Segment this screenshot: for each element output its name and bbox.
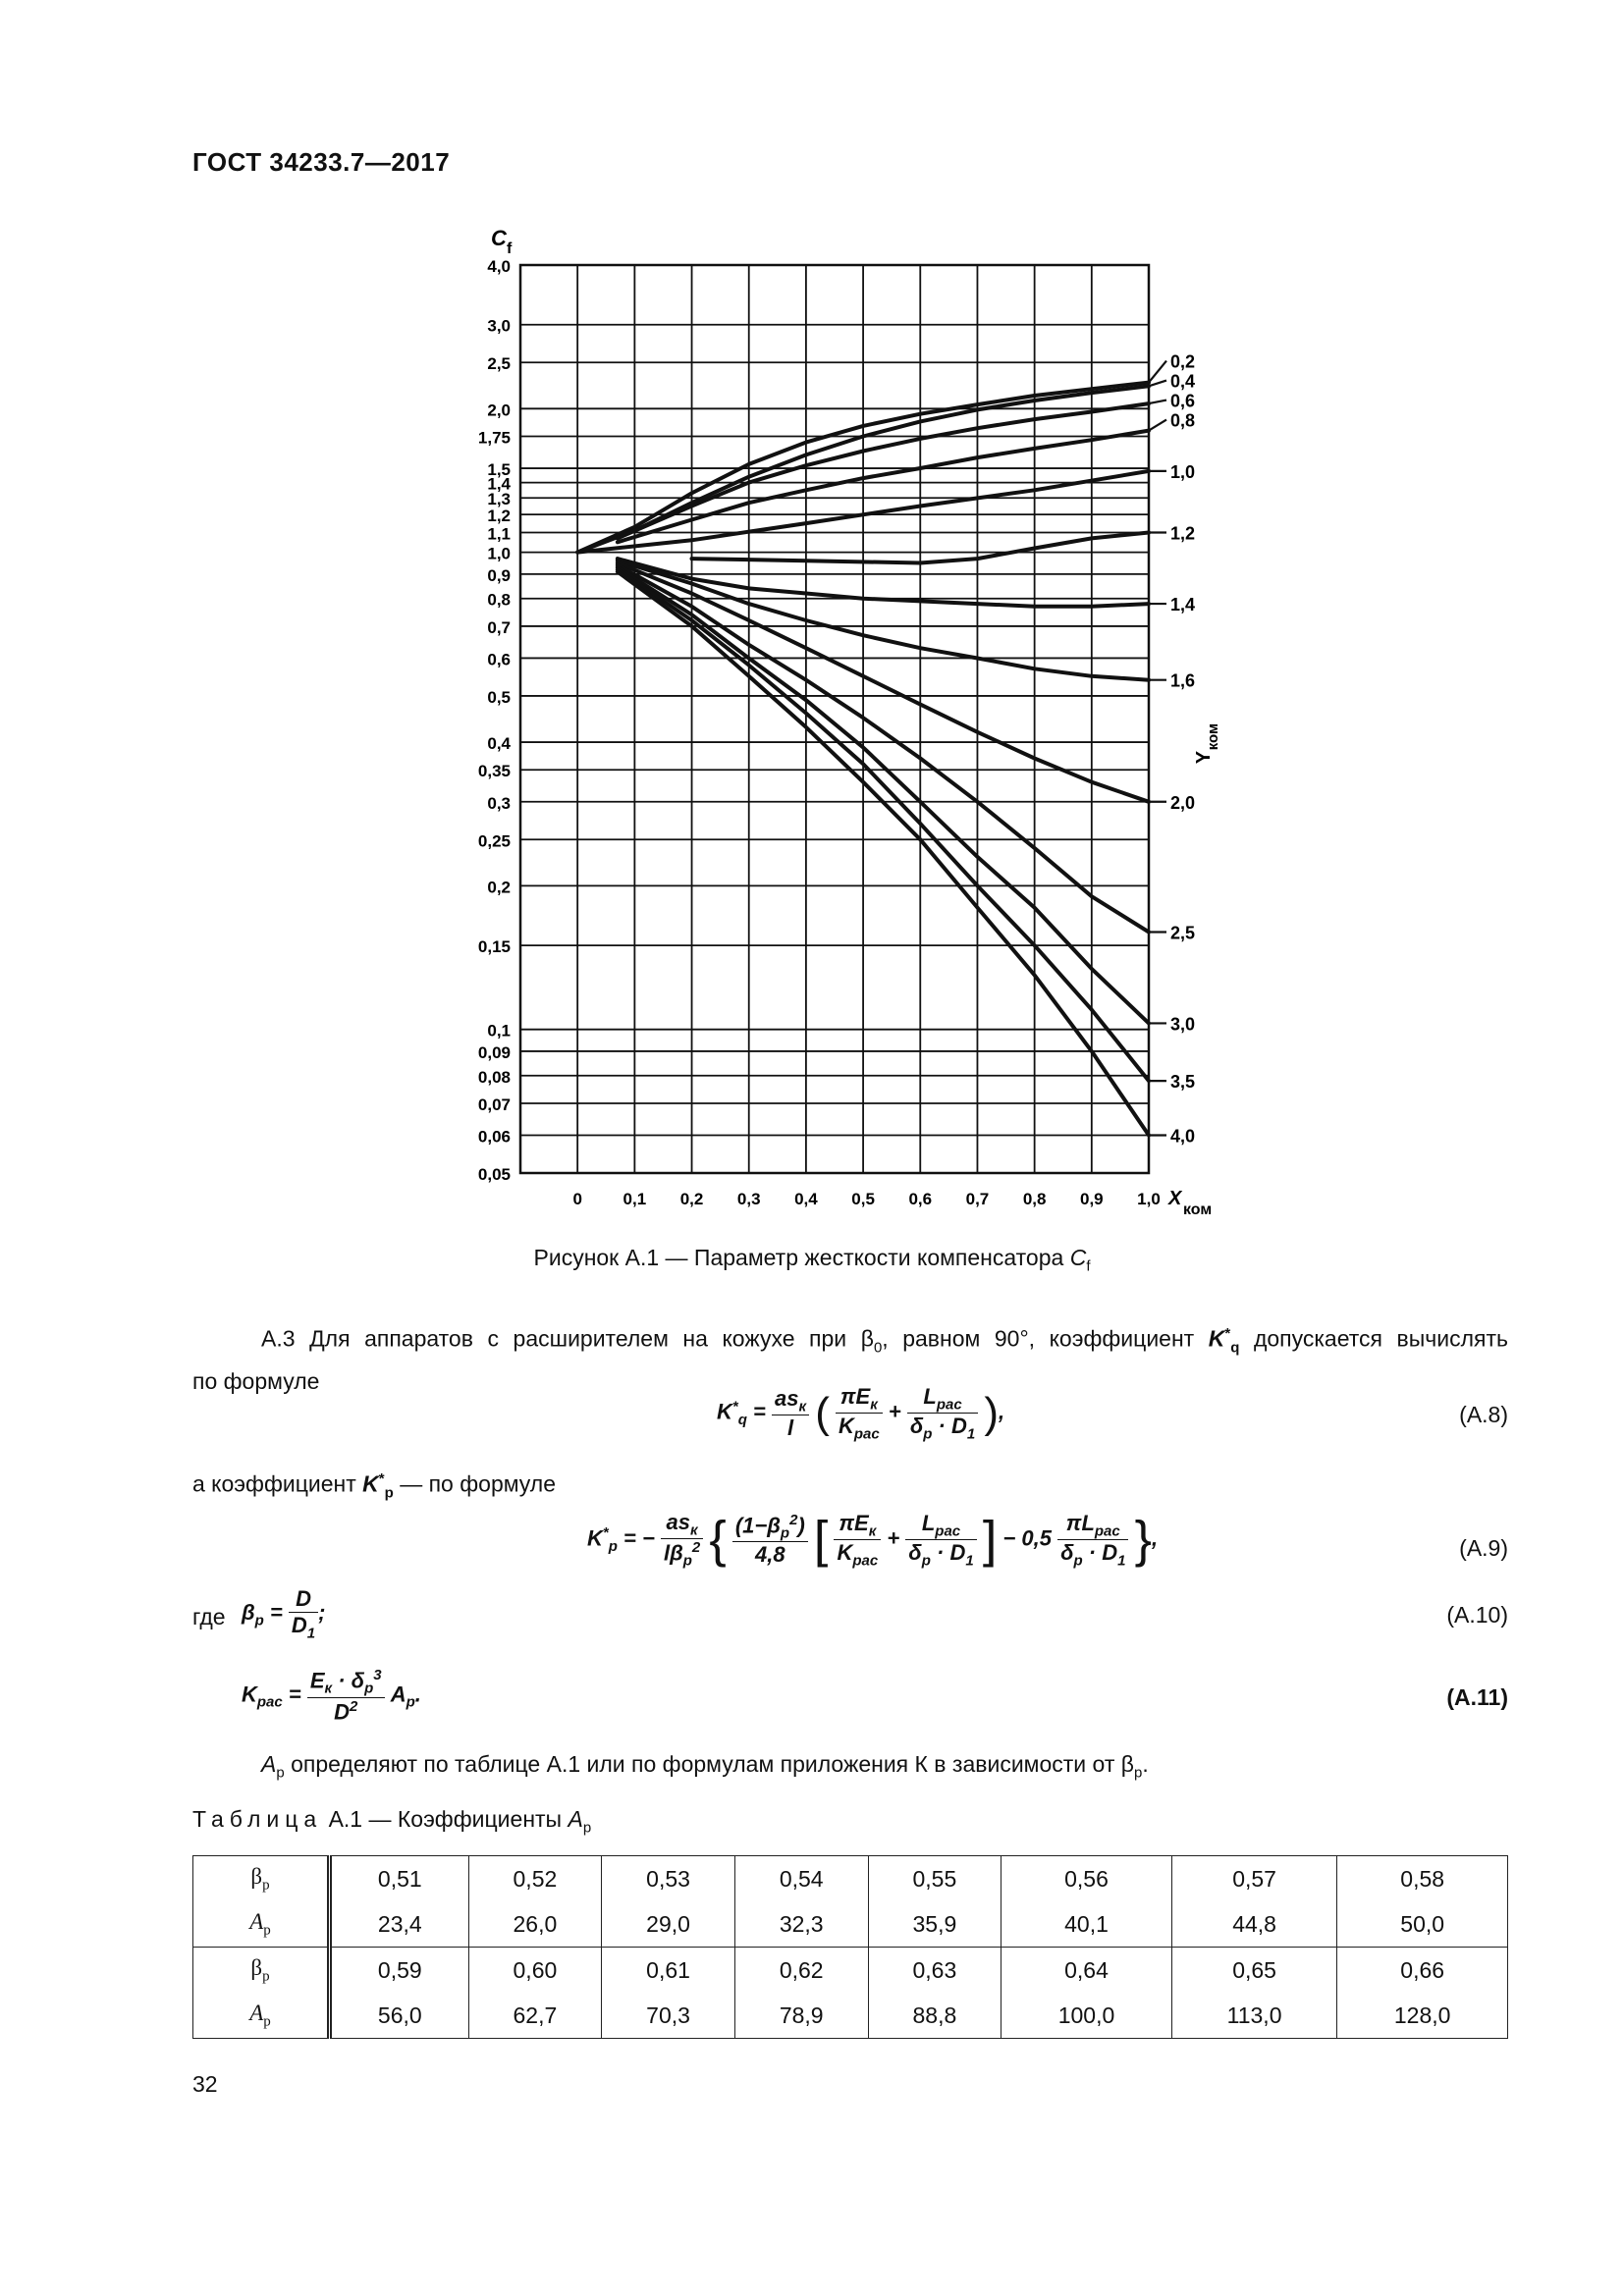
y-tick-label: 0,05 [477,1165,511,1184]
cell: 0,66 [1337,1948,1508,1994]
row-label-a: $A_p$ [193,1901,330,1948]
series-axis-title-sub: ком [1205,722,1221,751]
x-tick-label: 0,5 [851,1190,875,1208]
cell: 0,57 [1171,1856,1337,1902]
curve-3-5 [618,569,1149,1081]
x-tick-label: 0,4 [794,1190,818,1208]
x-tick-label: 0,9 [1079,1190,1104,1208]
y-tick-label: 1,75 [477,428,511,448]
kq-symbol: K [1208,1325,1225,1352]
ap-symbol: A [261,1751,277,1777]
ap-text: определяют по таблице А.1 или по формулам приложения К в зависимости от β [284,1751,1134,1777]
cell: 70,3 [602,1993,735,2039]
ap-beta-sub: p [1133,1764,1143,1782]
paragraph-ap [261,1747,1149,1790]
cell: 29,0 [602,1901,735,1948]
cell: 62,7 [468,1993,602,2039]
y-tick-label: 0,8 [487,590,511,610]
x-tick-label: 0,7 [965,1190,990,1208]
x-tick-label: 0,6 [908,1190,933,1208]
curve-label: 1,0 [1170,461,1196,482]
eq-number-a8: (А.8) [1459,1402,1508,1427]
curve-label: 1,4 [1170,595,1196,615]
cell: 35,9 [868,1901,1001,1948]
cell: 0,53 [602,1856,735,1902]
y-tick-label: 0,07 [477,1095,511,1114]
y-tick-label: 0,09 [477,1042,511,1062]
formula-a11: $K_{рас}$ = $\frac{E_к \cdot \delta_p^3}{D^2}$ $A_p$. [242,1667,421,1725]
y-tick-label: 0,06 [477,1127,511,1147]
series-axis-title: Y [1193,750,1215,765]
curve-label: 3,0 [1170,1014,1196,1035]
y-tick-label: 1,3 [487,490,511,509]
curve-label: 3,5 [1170,1072,1196,1093]
cell: 88,8 [868,1993,1001,2039]
table-title-word: Таблица [192,1806,323,1832]
cell: 0,59 [330,1948,469,1994]
cell: 0,52 [468,1856,602,1902]
formula-a10: $\beta_p$ = $\frac{D}{D_1}$ ; [242,1586,326,1642]
x-tick-label: 0,1 [623,1190,647,1208]
y-tick-label: 1,0 [487,544,511,563]
x-axis-title: X [1168,1188,1182,1209]
curve-3-0 [618,567,1149,1023]
y-tick-label: 1,4 [487,474,511,494]
x-tick-label: 0,3 [736,1190,761,1208]
curve-label: 0,2 [1170,351,1196,372]
curve-label: 2,0 [1170,792,1196,813]
y-tick-label: 0,7 [487,617,511,637]
y-tick-label: 0,4 [487,734,511,754]
kq-sup: * [1224,1325,1231,1342]
x-tick-label: 1,0 [1137,1190,1161,1208]
caption-symbol: C [1069,1245,1087,1270]
curve-leader [1149,381,1166,387]
y-tick-label: 1,1 [487,524,511,544]
kp-text-1: а коэффициент [192,1470,363,1497]
curve-label: 0,4 [1170,371,1196,392]
table-title-symbol: A [568,1806,583,1832]
kq-sub: q [1230,1339,1240,1357]
curve-label: 2,5 [1170,923,1196,943]
cell: 32,3 [734,1901,868,1948]
cell: 0,61 [602,1948,735,1994]
formula-a8: $K^*_q$ = $\frac{as_к}{l}$ ( $\frac{\pi E_к}{K_{рас}}$ + $\frac{L_{рас}}{\delta_p \cdot D_1}$ ), [717,1384,1005,1443]
cell: 0,54 [734,1856,868,1902]
row-label-a: $A_p$ [193,1993,330,2039]
y-tick-label: 0,1 [487,1021,511,1041]
curve-label: 0,8 [1170,410,1196,431]
row-label-beta: $\beta_p$ [193,1856,330,1902]
cell: 23,4 [330,1901,469,1948]
where-label: где [192,1604,226,1629]
kp-text-2: — по формуле [393,1470,557,1497]
x-tick-label: 0,8 [1022,1190,1047,1208]
cell: 100,0 [1001,1993,1172,2039]
eq-number-a10: (А.10) [1446,1602,1508,1628]
kp-sup: * [378,1470,385,1487]
table-title-sub: p [582,1819,592,1837]
cell: 50,0 [1337,1901,1508,1948]
y-axis-title-sub: f [507,240,513,257]
y-tick-label: 0,25 [477,831,511,851]
eq-number-a11: (А.11) [1446,1684,1508,1710]
a3-text-4: по формуле [192,1368,320,1395]
curve-leader [1149,361,1166,383]
table-row-a-1 [193,1901,1508,1948]
ap-sub: p [276,1764,285,1782]
cell: 113,0 [1171,1993,1337,2039]
y-tick-label: 0,5 [487,687,511,707]
curve-leader [1149,400,1166,404]
curve-label: 4,0 [1170,1126,1196,1147]
row-label-beta: $\beta_p$ [193,1948,330,1994]
cell: 0,55 [868,1856,1001,1902]
y-tick-label: 0,08 [477,1067,511,1087]
cell: 0,56 [1001,1856,1172,1902]
y-tick-label: 0,35 [477,762,511,781]
curve-label: 1,2 [1170,523,1196,544]
cell: 0,65 [1171,1948,1337,1994]
cell: 0,64 [1001,1948,1172,1994]
y-tick-label: 1,5 [487,460,511,480]
x-tick-label: 0 [572,1190,582,1208]
page-number: 32 [192,2071,218,2097]
cell: 0,62 [734,1948,868,1994]
cell: 0,58 [1337,1856,1508,1902]
cell: 56,0 [330,1993,469,2039]
cell: 44,8 [1171,1901,1337,1948]
y-tick-label: 4,0 [487,257,511,276]
cell: 40,1 [1001,1901,1172,1948]
beta0-sub: 0 [873,1339,883,1357]
table-row-beta-1 [193,1856,1508,1902]
curve-label: 0,6 [1170,391,1196,411]
y-tick-label: 3,0 [487,316,511,336]
y-tick-label: 0,15 [477,937,511,957]
table-row-a-2 [193,1993,1508,2039]
y-axis-title: C [491,226,507,250]
caption-text: Рисунок А.1 — Параметр жесткости компенсатора [533,1245,1070,1270]
a3-text-1: А.3 Для аппаратов с расширителем на кожухе при β [261,1325,874,1352]
kp-sub: p [384,1484,394,1502]
y-tick-label: 1,2 [487,507,511,526]
cell: 0,63 [868,1948,1001,1994]
ap-end: . [1142,1751,1149,1777]
y-tick-label: 0,9 [487,565,511,585]
x-tick-label: 0,2 [679,1190,704,1208]
y-tick-label: 0,6 [487,650,511,669]
kp-symbol: K [362,1470,379,1497]
curve-label: 1,6 [1170,670,1196,691]
document-header: ГОСТ 34233.7—2017 [192,147,451,177]
y-tick-label: 0,2 [487,878,511,897]
x-axis-title-sub: ком [1183,1201,1213,1218]
stiffness-chart [422,206,1286,1222]
cell: 128,0 [1337,1993,1508,2039]
table-row-beta-2 [193,1948,1508,1994]
cell: 78,9 [734,1993,868,2039]
coefficients-table [192,1855,1508,2039]
y-tick-label: 2,0 [487,400,511,420]
curve-leader [1149,420,1166,431]
formula-a9: $K^*_p$ = − $\frac{as_к}{l\beta_p^2}$ { $\frac{(1-\beta_p^2)}{4,8}$ [ $\frac{\pi E_к}{K_{рас}}$ + $\frac{L_{рас}}{\delta_p \cdot D_1}$ ] − 0,5 $\frac{\pi L_{рас}}{\delta_p \cdot D_1}$ }, [587,1510,1159,1571]
table-title-rest: А.1 — Коэффициенты [322,1806,568,1832]
cell: 0,60 [468,1948,602,1994]
a3-text-3: допускается вычислять [1239,1325,1508,1352]
y-tick-label: 0,3 [487,793,511,813]
figure-caption [0,1245,1624,1275]
paragraph-kp [192,1463,556,1510]
y-tick-label: 2,5 [487,354,511,374]
table-title [192,1806,591,1837]
caption-sub: f [1086,1257,1091,1275]
cell: 26,0 [468,1901,602,1948]
cell: 0,51 [330,1856,469,1902]
plot-frame [520,265,1149,1173]
eq-number-a9: (А.9) [1459,1535,1508,1561]
a3-text-2: , равном 90°, коэффициент [882,1325,1209,1352]
